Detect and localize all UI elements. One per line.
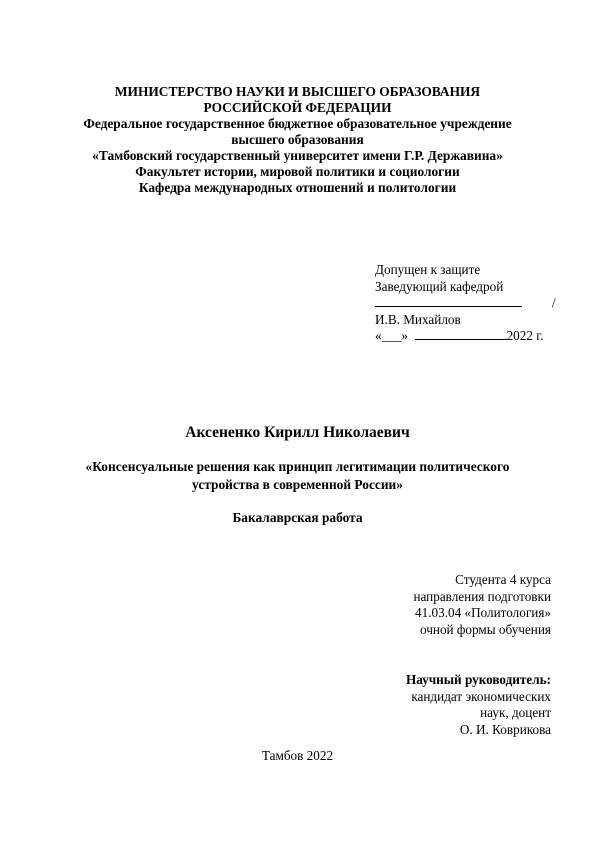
advisor-info [406,672,551,738]
institution-type: Федеральное государственное бюджетное образовательное учреждение [83,116,512,131]
student-program: 41.03.04 «Политология» [415,605,551,621]
approval-date [375,328,543,345]
signature-line [375,295,556,312]
thesis-title-line-2: устройства в современной России» [192,477,403,492]
institution-header [0,84,595,196]
author-name: Аксененко Кирилл Николаевич [185,424,410,441]
student-direction: направления подготовки [413,588,551,604]
advisor-rank: наук, доцент [480,705,551,721]
student-form: очной формы обучения [420,621,551,637]
thesis-title [0,458,595,494]
head-of-department-label: Заведующий кафедрой [375,278,504,294]
institution-type-2: высшего образования [231,132,364,147]
faculty-name: Факультет истории, мировой политики и социологии [135,164,460,179]
student-info [413,572,551,638]
signature-slash: / [552,295,556,310]
advisor-name: О. И. Коврикова [459,721,551,737]
signature-blank [375,295,522,307]
university-name: «Тамбовский государственный университет имени Г.Р. Державина» [92,148,503,163]
department-name: Кафедра международных отношений и политологии [138,180,457,195]
city-year: Тамбов 2022 [261,748,334,763]
work-type: Бакалаврская работа [232,510,363,525]
advisor-degree: кандидат экономических [411,688,551,704]
thesis-title-line-1: «Консенсуальные решения как принцип легитимации политического [85,459,510,474]
student-course: Студента 4 курса [455,572,551,587]
approval-block [375,262,556,345]
ministry-line-1: МИНИСТЕРСТВО НАУКИ И ВЫСШЕГО ОБРАЗОВАНИЯ [114,84,481,99]
date-year: 2022 г. [506,328,544,343]
date-day: «___» [375,328,408,343]
date-month-blank [415,328,507,340]
advisor-label: Научный руководитель: [405,672,551,687]
ministry-line-2: РОССИЙСКОЙ ФЕДЕРАЦИИ [203,100,392,115]
head-name: И.В. Михайлов [375,311,461,327]
admitted-label: Допущен к защите [375,262,481,277]
